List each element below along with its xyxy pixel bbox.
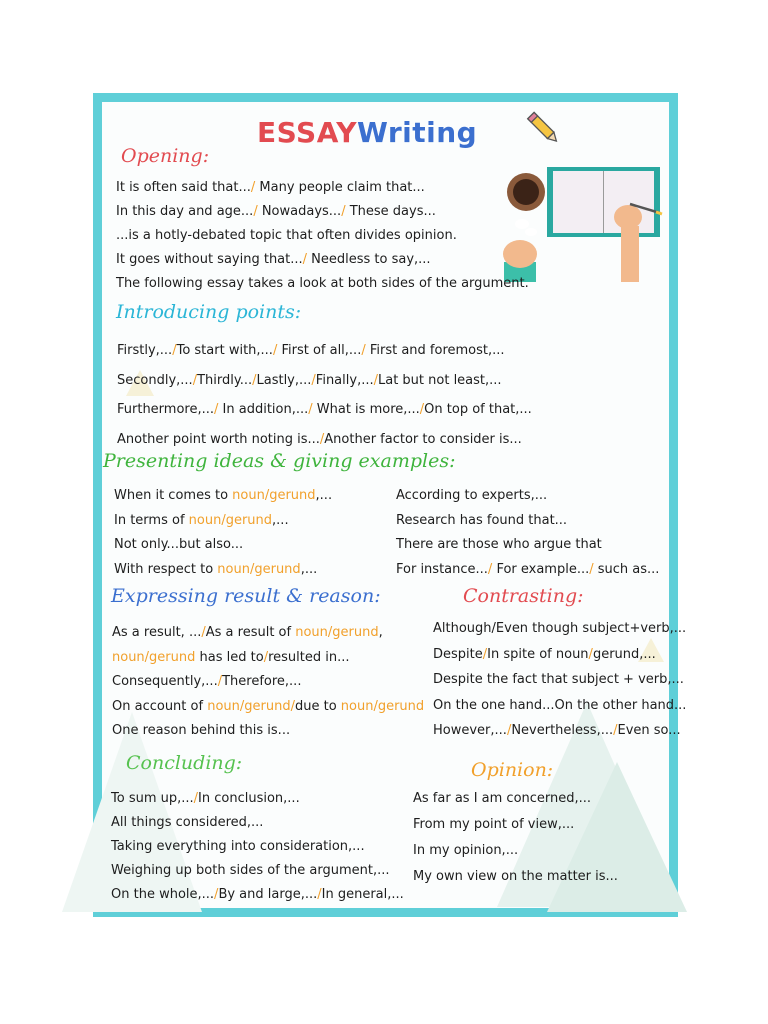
- phrase-text: First and foremost,...: [369, 343, 505, 358]
- phrase-text: Despite: [433, 646, 483, 662]
- phrase-line: [112, 699, 424, 715]
- highlight-text: /: [263, 649, 269, 665]
- phrase-text: One reason behind this is...: [112, 723, 291, 738]
- heading-presenting: Presenting ideas & giving examples:: [103, 450, 456, 472]
- phrase-text: resulted in...: [268, 649, 350, 665]
- tree-decoration: [62, 712, 202, 912]
- phrase-line: [116, 180, 425, 196]
- highlight-text: /: [487, 561, 497, 577]
- highlight-text: /: [252, 372, 257, 388]
- phrase-text: Despite the fact that subject + verb,...: [433, 672, 684, 687]
- phrase-line: [116, 228, 457, 244]
- phrase-line: [112, 650, 350, 666]
- heading-introducing: Introducing points:: [116, 301, 302, 323]
- phrase-text: To start with,...: [176, 343, 273, 358]
- highlight-text: /: [192, 372, 198, 388]
- phrase-line: [433, 698, 686, 714]
- highlight-text: /: [217, 674, 223, 689]
- phrase-text: First of all,...: [281, 343, 362, 358]
- phrase-line: [114, 488, 332, 504]
- phrase-text: According to experts,...: [396, 488, 548, 503]
- highlight-text: /: [308, 402, 317, 417]
- phrase-line: [117, 402, 532, 418]
- phrase-line: [413, 843, 518, 859]
- heading-concluding: Concluding:: [126, 752, 243, 774]
- phrase-line: [111, 839, 365, 855]
- phrase-text: On the whole,...: [111, 887, 215, 902]
- phrase-text: Weighing up both sides of the argument,...: [111, 863, 390, 878]
- phrase-text: To sum up,...: [111, 791, 194, 806]
- phrase-text: Not only...but also...: [114, 537, 244, 552]
- phrase-line: [114, 562, 317, 578]
- phrase-text: has led to: [195, 649, 264, 665]
- highlight-text: /: [588, 646, 593, 662]
- highlight-text: /: [482, 646, 488, 662]
- highlight-text: /: [317, 887, 322, 902]
- phrase-text: Even so...: [617, 723, 681, 738]
- phrase-text: Lat but not least,...: [377, 372, 502, 388]
- pencil-icon: [524, 108, 564, 148]
- phrase-text: Many people claim that...: [259, 180, 425, 195]
- heading-contrasting: Contrasting:: [463, 585, 584, 607]
- phrase-line: [114, 537, 243, 553]
- highlight-text: /: [172, 343, 177, 358]
- highlight-text: /: [589, 561, 598, 577]
- phrase-line: [396, 488, 547, 504]
- phrase-text: It is often said that...: [116, 180, 251, 195]
- phrase-text: Although/Even though subject+verb,...: [433, 621, 687, 636]
- phrase-text: Lastly,...: [256, 372, 312, 388]
- title-essay: ESSAY: [257, 116, 357, 149]
- phrase-text: Research has found that...: [396, 512, 568, 528]
- highlight-text: noun/gerund/: [207, 698, 295, 714]
- phrase-text: ,...: [315, 488, 333, 503]
- phrase-line: [413, 817, 574, 833]
- phrase-text: As a result of: [205, 625, 296, 640]
- phrase-text: As far as I am concerned,...: [413, 791, 592, 806]
- hand: [503, 240, 537, 268]
- phrase-line: [111, 887, 404, 903]
- phrase-text: However,...: [433, 723, 507, 738]
- phrase-text: Taking everything into consideration,...: [111, 839, 365, 854]
- phrase-text: In spite of noun: [487, 646, 589, 662]
- phrase-text: due to: [294, 698, 341, 714]
- phrase-text: Furthermore,...: [117, 402, 215, 417]
- phrase-line: [111, 815, 263, 831]
- phrase-line: [433, 621, 686, 637]
- phrase-text: From my point of view,...: [413, 817, 575, 832]
- poster-content: [102, 102, 687, 908]
- phrase-line: [111, 791, 300, 807]
- highlight-text: /: [419, 402, 425, 417]
- highlight-text: noun/gerund: [232, 488, 316, 503]
- phrase-line: [433, 672, 684, 688]
- phrase-text: ...is a hotly-debated topic that often divides opinion.: [116, 228, 457, 243]
- phrase-text: ,...: [272, 512, 289, 528]
- phrase-line: [413, 791, 591, 807]
- phrase-text: In this day and age...: [116, 204, 254, 219]
- phrase-text: Finally,...: [315, 372, 374, 388]
- phrase-text: Consequently,...: [112, 674, 218, 689]
- phrase-text: On the one hand...On the other hand...: [433, 697, 687, 713]
- phrase-line: [112, 625, 383, 641]
- phrase-text: gerund,...: [592, 646, 656, 662]
- highlight-text: /: [253, 204, 262, 219]
- poster-frame: [93, 93, 687, 917]
- highlight-text: /: [361, 343, 370, 358]
- phrase-text: On top of that,...: [424, 402, 532, 417]
- phrase-text: Needless to say,...: [311, 252, 431, 267]
- phrase-text: On account of: [112, 698, 208, 714]
- heading-opinion: Opinion:: [471, 759, 554, 781]
- phrase-line: [433, 647, 656, 663]
- phrase-line: [433, 723, 681, 739]
- phrase-text: My own view on the matter is...: [413, 869, 618, 884]
- phrase-text: In addition,...: [222, 402, 309, 417]
- tree-decoration: [547, 762, 687, 912]
- phrase-line: [396, 513, 567, 529]
- phrase-line: [116, 204, 436, 220]
- phrase-text: ,: [378, 625, 383, 640]
- highlight-text: /: [319, 431, 325, 447]
- phrase-text: Nowadays...: [261, 204, 342, 219]
- phrase-text: In my opinion,...: [413, 843, 519, 858]
- phrase-text: In general,...: [321, 887, 404, 902]
- phrase-text: Another factor to consider is...: [324, 431, 522, 447]
- phrase-text: In terms of: [114, 512, 189, 528]
- highlight-text: /: [302, 252, 312, 267]
- phrase-line: [112, 723, 290, 739]
- study-illustration: [500, 162, 665, 282]
- phrase-line: [114, 513, 289, 529]
- highlight-text: noun/gerund: [112, 649, 196, 665]
- phrase-text: What is more,...: [316, 402, 420, 417]
- highlight-text: /: [341, 204, 350, 219]
- phrase-line: [116, 252, 431, 268]
- highlight-text: noun/gerund: [340, 698, 425, 714]
- heading-opening: Opening:: [121, 145, 210, 167]
- phrase-text: With respect to: [114, 561, 218, 577]
- title-writing: Writing: [356, 116, 478, 149]
- phrase-text: Secondly,...: [117, 372, 193, 388]
- phrase-line: [413, 869, 618, 885]
- page-title: [257, 116, 477, 149]
- phrase-text: Firstly,...: [117, 343, 173, 358]
- highlight-text: /: [272, 343, 282, 358]
- phrase-text: Thirdly...: [197, 372, 253, 388]
- phrase-text: Another point worth noting is...: [117, 431, 320, 447]
- heading-expressing: Expressing result & reason:: [111, 585, 381, 607]
- phrase-line: [111, 863, 390, 879]
- phrase-text: By and large,...: [218, 887, 318, 902]
- phrase-text: For example...: [496, 561, 590, 577]
- phrase-line: [116, 276, 529, 292]
- phrase-text: When it comes to: [114, 488, 233, 503]
- phrase-text: In conclusion,...: [198, 791, 300, 806]
- phrase-line: [117, 432, 522, 448]
- phrase-text: As a result, ...: [112, 625, 202, 640]
- phrase-text: There are those who argue that: [396, 537, 602, 552]
- highlight-text: /: [214, 402, 223, 417]
- phrase-line: [396, 562, 659, 578]
- phrase-text: All things considered,...: [111, 815, 264, 830]
- phrase-text: Therefore,...: [222, 674, 302, 689]
- phrase-text: For instance...: [396, 561, 488, 577]
- phrase-line: [112, 674, 301, 690]
- phrase-text: The following essay takes a look at both sides of the argument.: [116, 276, 529, 291]
- phrase-line: [396, 537, 602, 553]
- phrase-text: These days...: [349, 204, 436, 219]
- highlight-text: /: [311, 372, 316, 388]
- phrase-line: [117, 343, 505, 359]
- highlight-text: noun/gerund: [188, 512, 273, 528]
- highlight-text: /: [201, 625, 206, 640]
- highlight-text: noun/gerund: [295, 625, 379, 640]
- highlight-text: /: [373, 372, 378, 388]
- phrase-line: [117, 373, 502, 389]
- phrase-text: It goes without saying that...: [116, 252, 303, 267]
- highlight-text: noun/gerund: [217, 561, 301, 577]
- phrase-text: Nevertheless,...: [511, 723, 614, 738]
- phrase-text: such as...: [597, 561, 660, 577]
- highlight-text: /: [506, 723, 512, 738]
- phrase-text: ,...: [300, 561, 318, 577]
- highlight-text: /: [193, 791, 199, 806]
- highlight-text: /: [250, 180, 260, 195]
- highlight-text: /: [613, 723, 618, 738]
- highlight-text: /: [214, 887, 219, 902]
